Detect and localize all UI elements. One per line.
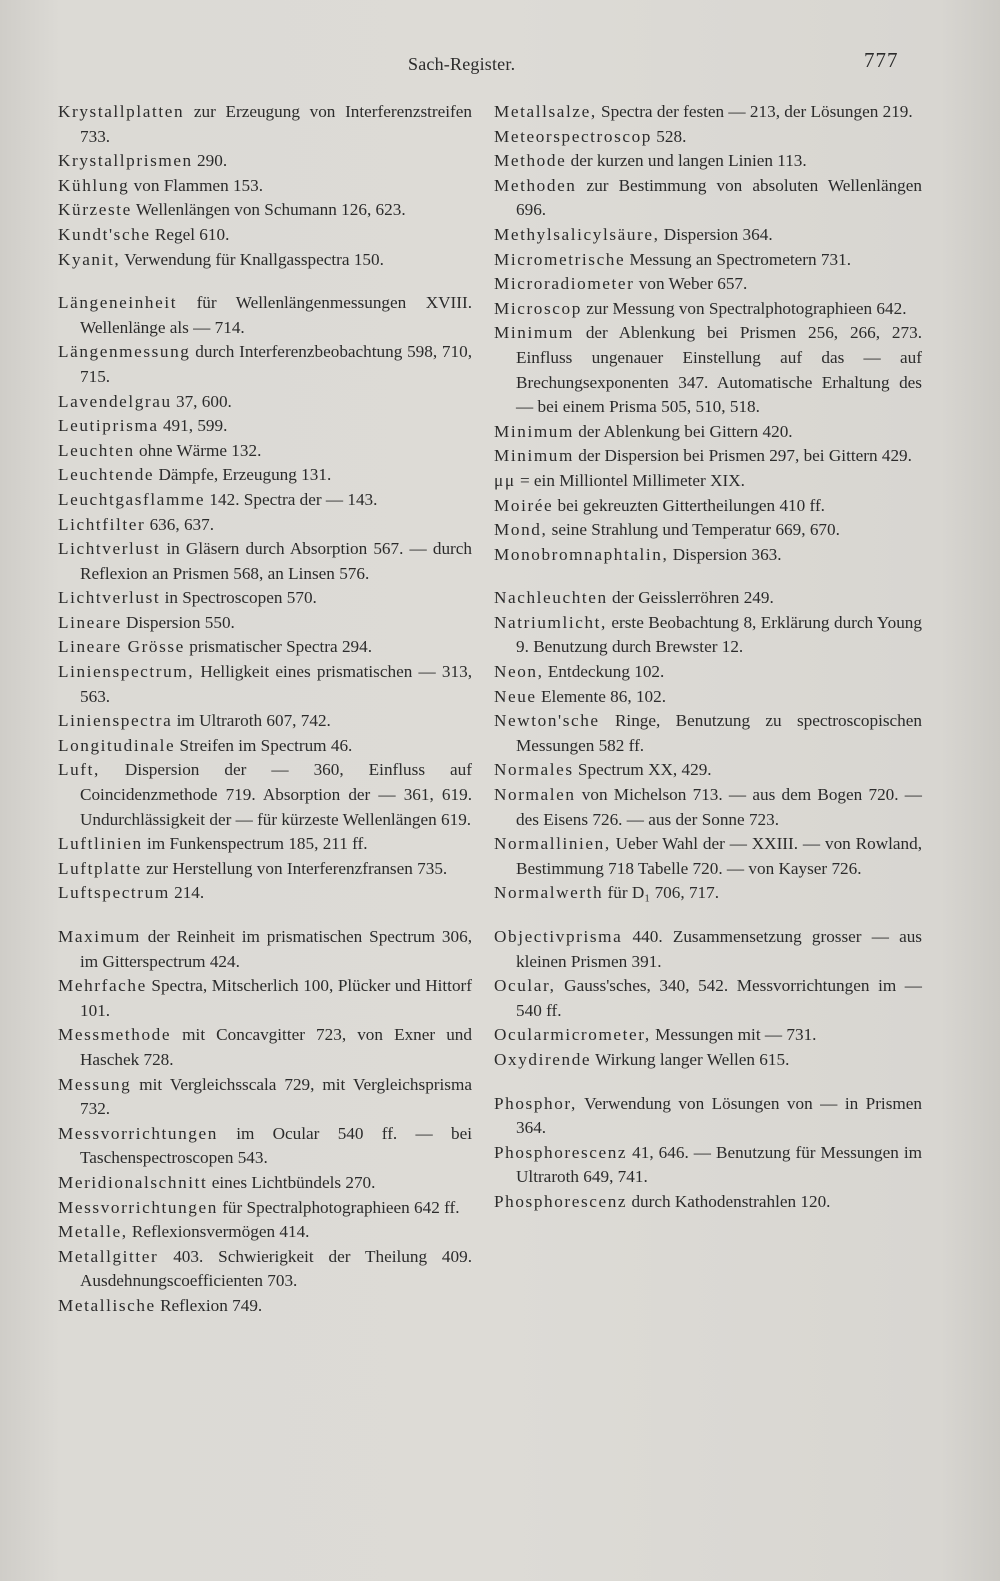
index-headword: Mehrfache (58, 976, 147, 996)
index-references: Dispersion 550. (121, 612, 235, 632)
index-references: 528. (651, 126, 687, 146)
index-entry (494, 611, 922, 660)
index-headword: Ocular, (494, 976, 556, 996)
index-headword: Linienspectrum, (58, 662, 195, 682)
index-references: mit Vergleichsscala 729, mit Vergleichsprisma 732. (80, 1074, 472, 1119)
index-entry (494, 1190, 922, 1215)
index-entry (58, 414, 472, 439)
index-entry (58, 1122, 472, 1171)
index-references: Regel 610. (150, 224, 230, 244)
index-headword: Lichtverlust (58, 539, 161, 559)
index-column-left (58, 100, 472, 1319)
index-entry (58, 660, 472, 709)
index-entry (58, 149, 472, 174)
index-headword: Ocularmicrometer, (494, 1025, 651, 1045)
index-headword: Lineare Grösse (58, 637, 185, 657)
index-headword: Kyanit, (58, 249, 121, 269)
index-references: für Wellenlängenmessungen XVIII. Wellenlänge als — 714. (80, 293, 472, 337)
index-headword: μμ (494, 470, 516, 490)
index-entry (494, 881, 922, 906)
index-references: Verwendung für Knallgasspectra 150. (120, 249, 384, 269)
index-references: 636, 637. (145, 514, 215, 534)
index-entry (58, 463, 472, 488)
index-references: Wirkung langer Wellen 615. (591, 1049, 790, 1069)
index-references: Spectrum XX, 429. (573, 760, 712, 780)
index-references: Gauss'sches, 340, 542. Messvorrichtungen im — 540 ff. (516, 976, 922, 1020)
index-references: für Spectralphotographieen 642 ff. (217, 1197, 460, 1217)
index-references: zur Messung von Spectralphotographieen 642. (581, 298, 907, 318)
index-entry (494, 444, 922, 469)
index-entry (494, 518, 922, 543)
index-headword: Normallinien, (494, 834, 611, 854)
index-headword: Oxydirende (494, 1049, 592, 1069)
index-headword: Längenmessung (58, 342, 191, 362)
index-headword: Maximum (58, 927, 141, 946)
index-headword: Luftspectrum (58, 883, 170, 903)
index-headword: Metalle, (58, 1222, 128, 1242)
index-headword: Micrometrische (494, 249, 626, 269)
index-headword: Lichtfilter (58, 514, 146, 534)
index-headword: Minimum (494, 446, 574, 466)
index-entry (58, 758, 472, 832)
index-references: Streifen im Spectrum 46. (175, 735, 353, 755)
index-references: durch Kathodenstrahlen 120. (627, 1191, 831, 1211)
index-references: 440. Zusammensetzung grosser — aus kleinen Prismen 391. (516, 927, 922, 971)
index-entry (58, 340, 472, 389)
index-references: der Reinheit im prismatischen Spectrum 306, im Gitterspectrum 424. (80, 927, 472, 971)
index-entry (494, 783, 922, 832)
index-references: ohne Wärme 132. (134, 440, 262, 460)
index-references: Dispersion der — 360, Einfluss auf Coincidenzmethode 719. Absorption der — 361, 619. Undurchlässigkeit der — für kürzeste Wellenlängen 619. (80, 760, 472, 829)
index-references: in Gläsern durch Absorption 567. — durch Reflexion an Prismen 568, an Linsen 576. (80, 539, 472, 583)
page-header (0, 46, 1000, 76)
index-entry (58, 734, 472, 759)
index-entry (58, 537, 472, 586)
index-references: = ein Milliontel Millimeter XIX. (515, 470, 745, 490)
index-column-right (494, 100, 922, 1215)
running-title: Sach-Register. (408, 54, 516, 74)
index-references: Dispersion 364. (659, 224, 773, 244)
index-references: von Weber 657. (634, 274, 748, 294)
index-headword: Kühlung (58, 175, 130, 195)
index-headword: Lavendelgrau (58, 391, 172, 411)
page-number: 777 (864, 48, 899, 72)
index-headword: Metallische (58, 1295, 156, 1315)
index-entry (494, 1141, 922, 1190)
index-references: durch Interferenzbeobachtung 598, 710, 715. (80, 342, 472, 386)
index-headword: Luft, (58, 760, 100, 780)
index-headword: Kundt'sche (58, 224, 151, 244)
index-headword: Leutiprisma (58, 416, 159, 436)
index-references: Ringe, Benutzung zu spectroscopischen Messungen 582 ff. (516, 711, 922, 755)
index-references: mit Concavgitter 723, von Exner und Haschek 728. (80, 1025, 472, 1069)
index-entry (494, 223, 922, 248)
index-headword: Krystallplatten (58, 102, 185, 121)
index-entry (58, 881, 472, 906)
index-headword: Longitudinale (58, 735, 176, 755)
index-entry (58, 223, 472, 248)
index-entry (58, 1220, 472, 1245)
index-entry (58, 198, 472, 223)
index-headword: Leuchten (58, 440, 135, 460)
index-headword: Leuchtgasflamme (58, 489, 206, 509)
index-references: in Spectroscopen 570. (160, 588, 317, 608)
index-entry (494, 420, 922, 445)
index-entry (58, 513, 472, 538)
index-entry (58, 100, 472, 149)
index-references: prismatischer Spectra 294. (184, 637, 373, 657)
index-entry (58, 174, 472, 199)
index-headword: Messmethode (58, 1025, 172, 1045)
index-entry (58, 488, 472, 513)
index-references: Verwendung von Lösungen von — in Prismen 364. (516, 1093, 922, 1138)
index-headword: Luftlinien (58, 834, 143, 854)
index-entry (494, 586, 922, 611)
index-entry (494, 543, 922, 568)
index-references: zur Erzeugung von Interferenzstreifen 733. (80, 102, 472, 146)
section-gap (494, 906, 922, 925)
index-entry (494, 1023, 922, 1048)
index-entry (58, 709, 472, 734)
index-entry (494, 149, 922, 174)
index-entry (494, 832, 922, 881)
index-references: erste Beobachtung 8, Erklärung durch Young 9. Benutzung durch Brewster 12. (516, 612, 922, 657)
index-headword: Phosphor, (494, 1093, 577, 1113)
index-references: Dispersion 363. (668, 544, 782, 564)
index-entry (58, 635, 472, 660)
index-entry (58, 291, 472, 340)
index-entry (494, 1048, 922, 1073)
index-entry (58, 611, 472, 636)
index-references: Dämpfe, Erzeugung 131. (154, 465, 332, 485)
index-entry (494, 297, 922, 322)
index-headword: Neue (494, 686, 537, 706)
index-entry (58, 248, 472, 273)
index-entry (58, 925, 472, 974)
index-headword: Microscop (494, 298, 582, 318)
index-entry (58, 1294, 472, 1319)
index-entry (494, 709, 922, 758)
index-entry (494, 125, 922, 150)
index-entry (494, 494, 922, 519)
index-references: Messung an Spectrometern 731. (625, 249, 851, 269)
index-references: für D₁ 706, 717. (603, 883, 720, 903)
index-references: 403. Schwierigkeit der Theilung 409. Ausdehnungscoefficienten 703. (80, 1246, 472, 1291)
index-entry (494, 248, 922, 273)
index-headword: Meridionalschnitt (58, 1172, 208, 1192)
index-headword: Monobromnaphtalin, (494, 544, 669, 564)
index-references: zur Herstellung von Interferenzfransen 735. (141, 858, 448, 878)
index-headword: Längeneinheit (58, 293, 178, 313)
index-headword: Metallsalze, (494, 102, 597, 121)
index-references: 142. Spectra der — 143. (205, 489, 378, 509)
index-references: im Funkenspectrum 185, 211 ff. (142, 834, 368, 854)
index-entry (58, 1073, 472, 1122)
index-headword: Minimum (494, 323, 574, 343)
index-entry (494, 925, 922, 974)
index-references: im Ocular 540 ff. — bei Taschenspectroscopen 543. (80, 1123, 472, 1168)
section-gap (58, 906, 472, 925)
index-headword: Luftplatte (58, 858, 142, 878)
index-references: eines Lichtbündels 270. (207, 1172, 376, 1192)
section-gap (494, 567, 922, 586)
index-references: der kurzen und langen Linien 113. (566, 151, 807, 171)
index-entry (494, 974, 922, 1023)
index-references: 214. (169, 883, 205, 903)
index-headword: Neon, (494, 662, 544, 682)
index-references: Spectra der festen — 213, der Lösungen 219. (596, 102, 913, 121)
index-entry (494, 685, 922, 710)
index-headword: Normalwerth (494, 883, 604, 903)
index-references: seine Strahlung und Temperatur 669, 670. (547, 520, 840, 540)
index-headword: Linienspectra (58, 711, 173, 731)
index-references: von Michelson 713. — aus dem Bogen 720. — des Eisens 726. — aus der Sonne 723. (516, 785, 922, 829)
index-references: zur Bestimmung von absoluten Wellenlängen 696. (516, 175, 922, 220)
index-references: 290. (192, 151, 228, 171)
index-references: 41, 646. — Benutzung für Messungen im Ultraroth 649, 741. (516, 1142, 922, 1187)
index-references: Messungen mit — 731. (650, 1025, 817, 1045)
index-headword: Normalen (494, 785, 576, 805)
index-headword: Natriumlicht, (494, 612, 607, 632)
index-entry (58, 857, 472, 882)
index-references: der Ablenkung bei Gittern 420. (573, 421, 793, 441)
index-headword: Kürzeste (58, 200, 132, 220)
index-references: Elemente 86, 102. (536, 686, 667, 706)
index-references: der Dispersion bei Prismen 297, bei Gittern 429. (573, 446, 912, 466)
index-references: 37, 600. (171, 391, 232, 411)
index-references: Entdeckung 102. (543, 662, 665, 682)
index-entry (58, 974, 472, 1023)
index-headword: Objectivprisma (494, 927, 623, 946)
index-headword: Microradiometer (494, 274, 635, 294)
index-entry (58, 439, 472, 464)
index-entry (494, 321, 922, 419)
index-references: Ueber Wahl der — XXIII. — von Rowland, Bestimmung 718 Tabelle 720. — von Kayser 726. (516, 834, 922, 878)
index-headword: Newton'sche (494, 711, 600, 731)
index-headword: Mond, (494, 520, 548, 540)
index-headword: Normales (494, 760, 574, 780)
index-entry (494, 469, 922, 494)
index-entry (58, 1171, 472, 1196)
index-entry (494, 1092, 922, 1141)
index-headword: Phosphorescenz (494, 1191, 628, 1211)
index-headword: Messvorrichtungen (58, 1123, 218, 1143)
section-gap (494, 1073, 922, 1092)
index-references: Reflexion 749. (155, 1295, 263, 1315)
index-references: bei gekreuzten Gittertheilungen 410 ff. (553, 495, 825, 515)
index-entry (58, 1245, 472, 1294)
index-references: im Ultraroth 607, 742. (172, 711, 331, 731)
index-entry (494, 758, 922, 783)
index-headword: Minimum (494, 421, 574, 441)
index-headword: Leuchtende (58, 465, 155, 485)
index-headword: Moirée (494, 495, 554, 515)
index-references: von Flammen 153. (129, 175, 264, 195)
index-references: der Geisslerröhren 249. (607, 588, 774, 608)
index-references: Wellenlängen von Schumann 126, 623. (131, 200, 406, 220)
index-entry (494, 100, 922, 125)
index-references: Helligkeit eines prismatischen — 313, 563. (80, 662, 472, 706)
index-references: der Ablenkung bei Prismen 256, 266, 273. Einfluss ungenauer Einstellung auf das — auf Brechungsexponenten 347. Automatische Erhaltung des — bei einem Prisma 505, 510, 518. (516, 323, 922, 417)
index-headword: Phosphorescenz (494, 1142, 628, 1162)
index-headword: Messvorrichtungen (58, 1197, 218, 1217)
index-headword: Nachleuchten (494, 588, 608, 608)
index-entry (494, 660, 922, 685)
index-headword: Methode (494, 151, 567, 171)
index-entry (58, 1196, 472, 1221)
index-entry (494, 174, 922, 223)
index-entry (58, 1023, 472, 1072)
index-headword: Lichtverlust (58, 588, 161, 608)
index-headword: Meteorspectroscop (494, 126, 652, 146)
index-headword: Krystallprismen (58, 151, 193, 171)
index-entry (58, 832, 472, 857)
index-references: Spectra, Mitscherlich 100, Plücker und Hittorf 101. (80, 976, 472, 1020)
index-entry (494, 272, 922, 297)
section-gap (58, 272, 472, 291)
index-entry (58, 586, 472, 611)
index-headword: Methylsalicylsäure, (494, 224, 660, 244)
index-headword: Metallgitter (58, 1246, 159, 1266)
index-headword: Methoden (494, 175, 577, 195)
index-references: Reflexionsvermögen 414. (127, 1222, 310, 1242)
index-headword: Lineare (58, 612, 122, 632)
index-entry (58, 390, 472, 415)
index-headword: Messung (58, 1074, 132, 1094)
index-references: 491, 599. (158, 416, 228, 436)
